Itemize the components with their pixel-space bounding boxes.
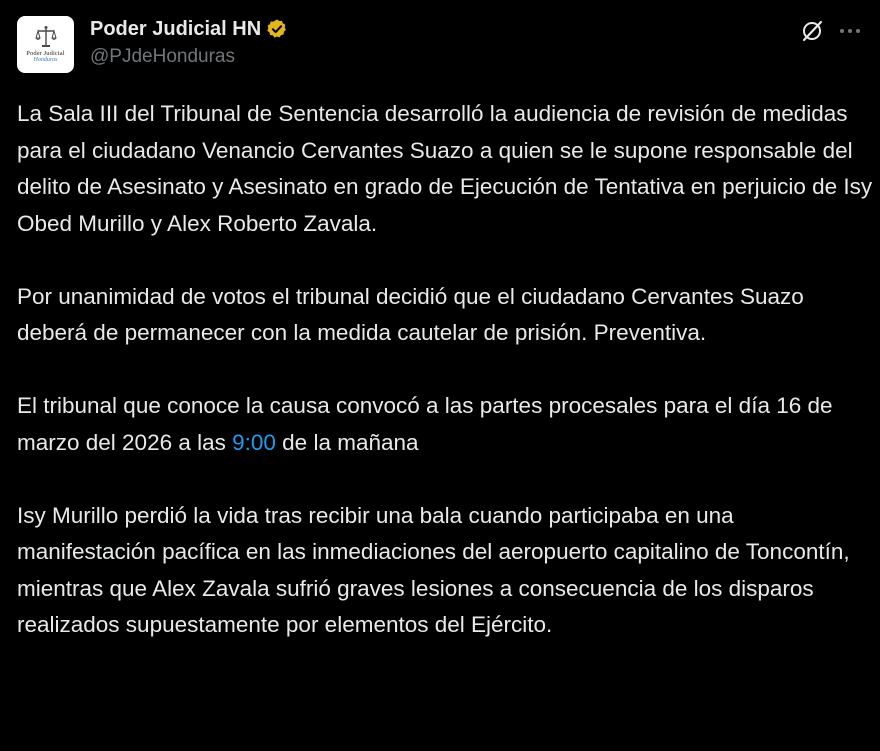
- avatar[interactable]: [17, 16, 74, 73]
- avatar-logo-subtext: Honduras: [33, 57, 58, 63]
- tweet-paragraph: La Sala III del Tribunal de Sentencia desarrolló la audiencia de revisión de medidas para el ciudadano Venancio Cervantes Suazo a quien se le supone responsable del delito de Asesinato y Asesinato en grado de Ejecución de Tentativa en perjuicio de Isy Obed Murillo y Alex Roberto Zavala.: [17, 101, 873, 236]
- tweet-paragraph: Isy Murillo perdió la vida tras recibir una bala cuando participaba en una manifestación pacífica en las inmediaciones del aeropuerto capitalino de Toncontín, mientras que Alex Zavala sufrió graves lesiones a consecuencia de los disparos realizados supuestamente por elementos del Ejército.: [17, 502, 850, 637]
- tweet-text-segment: El tribunal que conoce la causa convocó a las partes procesales para el día 16 de marzo del 2026 a las: [17, 393, 833, 455]
- author-info: [90, 16, 288, 68]
- verified-badge-icon[interactable]: [266, 18, 288, 40]
- scales-of-justice-icon: [35, 25, 57, 49]
- tweet-text: [17, 96, 877, 644]
- display-name[interactable]: Poder Judicial HN: [90, 17, 262, 40]
- grok-icon[interactable]: [799, 18, 825, 44]
- handle[interactable]: @PJdeHonduras: [90, 46, 235, 67]
- tweet-paragraph: Por unanimidad de votos el tribunal decidió que el ciudadano Cervantes Suazo deberá de permanecer con la medida cautelar de prisión. Preventiva.: [17, 283, 804, 345]
- tweet-text-segment: de la mañana: [275, 429, 419, 455]
- avatar-logo-text: Poder Judicial: [26, 50, 65, 57]
- tweet-paragraph: [17, 388, 877, 461]
- time-link[interactable]: 9:00: [232, 429, 276, 455]
- more-horizontal-icon[interactable]: [837, 18, 863, 44]
- tweet-header: [17, 14, 863, 74]
